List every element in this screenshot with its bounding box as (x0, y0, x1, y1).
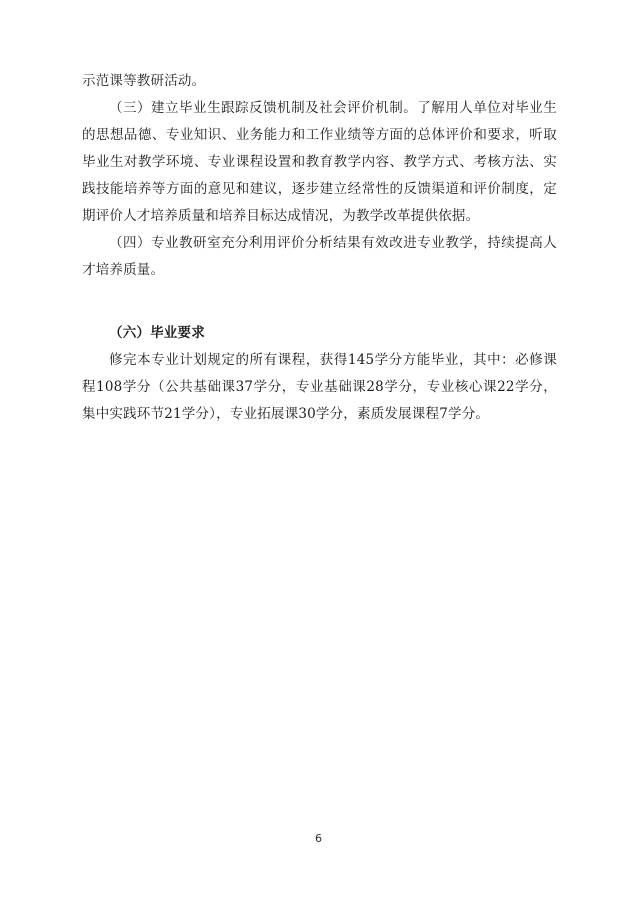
page-number: 6 (315, 832, 322, 845)
paragraph-graduation-credits: 修完本专业计划规定的所有课程，获得145学分方能毕业，其中：必修课程108学分（公共基础课37学分，专业基础课28学分，专业核心课22学分，集中实践环节21学分），专业拓展课30学分，素质发展课程7学分。 (82, 352, 557, 422)
paragraph-teaching-improvement: （四）专业教研室充分利用评价分析结果有效改进专业教学，持续提高人才培养质量。 (82, 235, 557, 278)
page-content (82, 68, 557, 428)
section-heading-graduation-requirements: （六）毕业要求 (109, 325, 205, 341)
paragraph-feedback-mechanism: （三）建立毕业生跟踪反馈机制及社会评价机制。了解用人单位对毕业生的思想品德、专业知识、业务能力和工作业绩等方面的总体评价和要求，听取毕业生对教学环境、专业课程设置和教育教学内容、教学方式、考核方法、实践技能培养等方面的意见和建议，逐步建立经常性的反馈渠道和评价制度，定期评价人才培养质量和培养目标达成情况，为教学改革提供依据。 (82, 100, 557, 224)
paragraph-continuation: 示范课等教研活动。 (82, 73, 206, 89)
